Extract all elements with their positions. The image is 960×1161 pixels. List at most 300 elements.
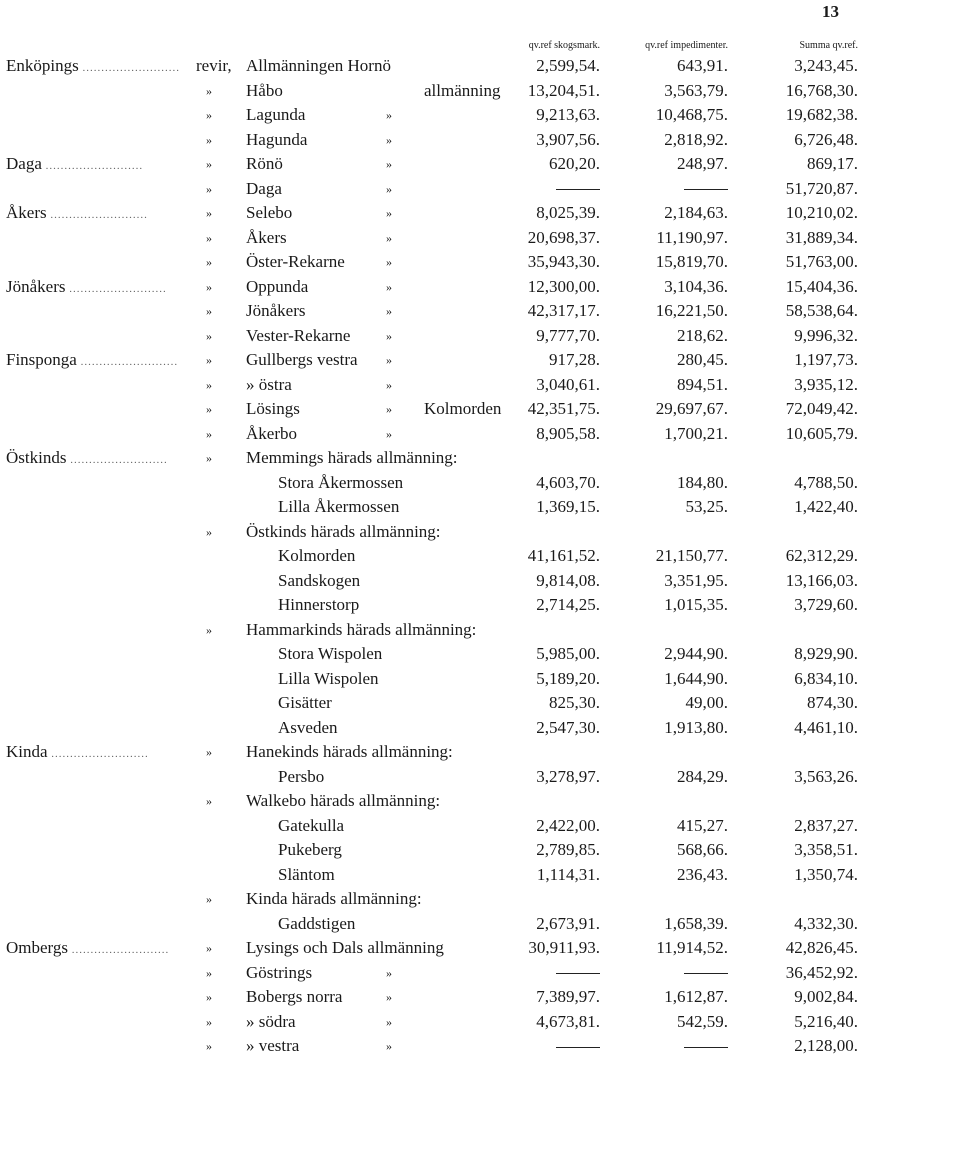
value-text: 62,312,29. [785, 546, 858, 565]
value-text: 4,461,10. [794, 717, 858, 737]
value-v1 [460, 397, 600, 422]
value-v1 [460, 324, 600, 349]
ledger-table [0, 54, 960, 1059]
table-row [0, 54, 960, 79]
value-v2 [620, 1034, 728, 1059]
value-text: 4,332,30. [794, 913, 858, 933]
ditto-mark: » [386, 304, 392, 318]
value-text: 236,43. [677, 864, 728, 884]
commons-name: Memmings härads allmänning: [246, 448, 458, 467]
value-text: 13,204,51. [527, 80, 600, 100]
ditto-mark: » [206, 279, 212, 294]
ditto-mark: » [206, 1039, 212, 1053]
value-text: 9,213,63. [536, 105, 600, 124]
place-label: Kolmorden [424, 399, 502, 418]
value-text: 894,51. [677, 374, 728, 394]
ditto-mark: » [386, 206, 392, 220]
ditto-mark: » [386, 279, 392, 294]
value-v2 [620, 936, 728, 961]
value-text: 6,834,10. [794, 668, 858, 688]
value-v2 [620, 103, 728, 128]
value-text: 53,25. [685, 497, 728, 516]
dash-mark [556, 973, 600, 974]
commons-name: Hammarkinds härads allmänning: [246, 619, 477, 639]
value-text: 20,698,37. [527, 227, 600, 247]
value-text: 4,788,50. [794, 472, 858, 492]
ditto-mark: » [206, 794, 212, 808]
value-v3 [740, 936, 858, 961]
value-v3 [740, 544, 858, 569]
table-row [0, 250, 960, 275]
value-text: 36,452,92. [785, 962, 858, 982]
ditto-mark: » [206, 451, 212, 465]
value-v1 [460, 912, 600, 937]
value-text: 917,28. [549, 350, 600, 369]
value-text: 4,603,70. [536, 472, 600, 492]
value-text: 49,00. [685, 693, 728, 712]
commons-name: Kinda härads allmänning: [246, 889, 422, 908]
value-v2 [620, 54, 728, 79]
value-v1 [460, 79, 600, 104]
commons-subpart: Kolmorden [278, 546, 356, 565]
value-text: 8,025,39. [536, 203, 600, 222]
value-v3 [740, 348, 858, 373]
value-text: 1,114,31. [536, 864, 600, 884]
value-v3 [740, 912, 858, 937]
value-text: 58,538,64. [785, 301, 858, 320]
table-row [0, 936, 960, 961]
value-text: 248,97. [677, 154, 728, 173]
table-row [0, 275, 960, 300]
value-text: 42,351,75. [527, 399, 600, 418]
value-v3 [740, 667, 858, 692]
value-text: 218,62. [677, 325, 728, 345]
value-v3 [740, 201, 858, 226]
table-row [0, 789, 960, 814]
ditto-mark: » [206, 524, 212, 539]
ditto-mark: » [206, 206, 212, 220]
table-row [0, 471, 960, 496]
value-v1 [460, 348, 600, 373]
value-text: 19,682,38. [785, 105, 858, 124]
value-v2 [620, 275, 728, 300]
commons-name: » östra [246, 374, 292, 394]
value-v1 [460, 667, 600, 692]
table-row [0, 912, 960, 937]
value-text: 16,768,30. [785, 80, 858, 100]
value-text: 2,944,90. [664, 644, 728, 663]
value-v3 [740, 985, 858, 1010]
value-text: 51,763,00. [785, 252, 858, 271]
value-text: 2,673,91. [536, 913, 600, 933]
commons-name: Bobergs norra [246, 987, 343, 1006]
ditto-mark: » [386, 328, 392, 343]
value-text: 8,905,58. [536, 423, 600, 443]
value-v2 [620, 226, 728, 251]
value-text: 1,913,80. [664, 717, 728, 737]
value-v3 [740, 152, 858, 177]
leader-dots: .......................... [66, 454, 168, 466]
value-v3 [740, 593, 858, 618]
value-text: 3,935,12. [794, 374, 858, 394]
value-v3 [740, 1034, 858, 1059]
commons-name: Gullbergs vestra [246, 350, 358, 369]
value-text: 51,720,87. [785, 178, 858, 198]
value-v1 [460, 299, 600, 324]
value-text: 9,814,08. [536, 570, 600, 590]
commons-subpart: Släntom [278, 864, 335, 884]
value-text: 3,351,95. [664, 570, 728, 590]
dash-mark [684, 1047, 728, 1048]
value-v3 [740, 103, 858, 128]
value-v1 [460, 1034, 600, 1059]
value-text: 874,30. [807, 693, 858, 712]
ditto-mark: » [206, 402, 212, 416]
value-text: 5,189,20. [536, 668, 600, 688]
value-text: 29,697,67. [655, 399, 728, 418]
commons-name: » vestra [246, 1036, 300, 1055]
table-row [0, 422, 960, 447]
ditto-mark: » [206, 304, 212, 318]
ditto-mark: » [206, 132, 212, 147]
value-v3 [740, 838, 858, 863]
ditto-mark: » [206, 377, 212, 392]
leader-dots: .......................... [41, 160, 144, 172]
ditto-mark: » [206, 353, 212, 367]
value-v1 [460, 691, 600, 716]
value-v3 [740, 128, 858, 153]
value-v1 [460, 985, 600, 1010]
value-text: 3,278,97. [536, 766, 600, 786]
value-text: 42,317,17. [527, 301, 600, 320]
value-text: 3,358,51. [794, 840, 858, 859]
value-text: 3,243,45. [794, 56, 858, 75]
value-v1 [460, 471, 600, 496]
table-row [0, 348, 960, 373]
value-v2 [620, 691, 728, 716]
value-v2 [620, 152, 728, 177]
ditto-mark: » [386, 181, 392, 196]
value-text: 41,161,52. [527, 546, 600, 565]
commons-name: Lösings [246, 399, 300, 418]
value-v2 [620, 569, 728, 594]
header-impedimenter: qv.ref impedimenter. [645, 40, 728, 51]
value-v3 [740, 373, 858, 398]
commons-subpart: Asveden [278, 717, 338, 737]
value-v3 [740, 569, 858, 594]
value-v1 [460, 1010, 600, 1035]
value-v2 [620, 912, 728, 937]
value-v2 [620, 1010, 728, 1035]
value-v2 [620, 397, 728, 422]
table-row [0, 1010, 960, 1035]
table-row [0, 961, 960, 986]
table-row [0, 740, 960, 765]
value-v1 [460, 593, 600, 618]
table-row [0, 691, 960, 716]
district-cell [6, 54, 194, 81]
commons-name: Daga [246, 178, 282, 198]
commons-name: Hagunda [246, 129, 308, 149]
value-text: 1,700,21. [664, 423, 728, 443]
district-name: Jönåkers [6, 276, 66, 296]
table-row [0, 569, 960, 594]
value-v1 [460, 373, 600, 398]
value-text: 1,658,39. [664, 913, 728, 933]
commons-name: Östkinds härads allmänning: [246, 521, 441, 541]
value-v1 [460, 103, 600, 128]
commons-name: Åkers [246, 227, 287, 247]
ditto-mark: » [206, 181, 212, 196]
ditto-mark: » [386, 965, 392, 980]
value-text: 11,914,52. [656, 938, 728, 957]
value-text: 31,889,34. [785, 227, 858, 247]
ditto-mark: » [206, 255, 212, 269]
value-text: 280,45. [677, 350, 728, 369]
commons-name: Håbo [246, 80, 283, 100]
value-v3 [740, 863, 858, 888]
table-row [0, 201, 960, 226]
value-text: 11,190,97. [656, 227, 728, 247]
value-v3 [740, 54, 858, 79]
value-text: 3,907,56. [536, 129, 600, 149]
ditto-mark: » [386, 353, 392, 367]
district-cell [6, 936, 194, 963]
value-text: 16,221,50. [655, 301, 728, 320]
table-row [0, 495, 960, 520]
ditto-mark: » [206, 108, 212, 122]
ditto-mark: » [386, 426, 392, 441]
district-name: Finsponga [6, 350, 77, 369]
value-v1 [460, 495, 600, 520]
value-v2 [620, 716, 728, 741]
value-v3 [740, 1010, 858, 1035]
value-v1 [460, 765, 600, 790]
district-cell [6, 348, 194, 375]
value-text: 3,563,26. [794, 766, 858, 786]
commons-name: Allmänningen Hornö [246, 56, 391, 75]
value-v1 [460, 152, 600, 177]
value-text: 9,777,70. [536, 325, 600, 345]
value-v2 [620, 422, 728, 447]
value-text: 12,300,00. [527, 276, 600, 296]
commons-name: Lagunda [246, 105, 306, 124]
table-row [0, 593, 960, 618]
commons-name: Jönåkers [246, 301, 306, 320]
commons-subpart: Stora Åkermossen [278, 472, 404, 492]
value-text: 869,17. [807, 154, 858, 173]
value-v1 [460, 275, 600, 300]
table-row [0, 177, 960, 202]
value-v3 [740, 471, 858, 496]
value-v1 [460, 936, 600, 961]
value-v2 [620, 324, 728, 349]
header-skogsmark: qv.ref skogsmark. [528, 40, 600, 51]
value-text: 1,350,74. [794, 864, 858, 884]
value-text: 13,166,03. [785, 570, 858, 590]
ditto-mark: » [386, 132, 392, 147]
table-row [0, 863, 960, 888]
value-text: 9,996,32. [794, 325, 858, 345]
value-text: 3,040,61. [536, 374, 600, 394]
value-text: 30,911,93. [528, 938, 600, 957]
value-v1 [460, 128, 600, 153]
value-text: 10,605,79. [785, 423, 858, 443]
value-v1 [460, 838, 600, 863]
commons-name: Lysings och Dals allmänning [246, 938, 444, 957]
value-text: 2,714,25. [536, 595, 600, 614]
leader-dots: .......................... [47, 748, 149, 760]
value-v2 [620, 201, 728, 226]
value-v2 [620, 495, 728, 520]
table-row [0, 446, 960, 471]
ditto-mark: » [386, 1014, 392, 1029]
place-label: allmänning [424, 80, 501, 100]
value-text: 10,210,02. [785, 203, 858, 222]
value-v3 [740, 275, 858, 300]
table-row [0, 618, 960, 643]
ditto-mark: » [386, 255, 392, 269]
ditto-mark: » [206, 157, 212, 171]
value-text: 2,789,85. [536, 840, 600, 859]
commons-name: Rönö [246, 154, 283, 173]
commons-subpart: Pukeberg [278, 840, 342, 859]
table-row [0, 103, 960, 128]
commons-subpart: Lilla Wispolen [278, 668, 379, 688]
value-v1 [460, 716, 600, 741]
table-row [0, 838, 960, 863]
value-text: 284,29. [677, 766, 728, 786]
value-v1 [460, 569, 600, 594]
ditto-mark: » [206, 230, 212, 245]
value-v3 [740, 765, 858, 790]
district-name: Daga [6, 154, 42, 173]
value-v1 [460, 863, 600, 888]
commons-name: » södra [246, 1011, 296, 1031]
value-text: 35,943,30. [527, 252, 600, 271]
revir-label: revir, [196, 56, 232, 75]
page-number: 13 [822, 2, 839, 21]
value-v2 [620, 814, 728, 839]
table-row [0, 1034, 960, 1059]
value-v1 [460, 422, 600, 447]
value-v3 [740, 397, 858, 422]
value-text: 2,837,27. [794, 815, 858, 835]
table-row [0, 520, 960, 545]
table-row [0, 324, 960, 349]
value-v3 [740, 226, 858, 251]
district-name: Åkers [6, 203, 47, 222]
value-text: 8,929,90. [794, 644, 858, 663]
value-text: 10,468,75. [655, 105, 728, 124]
value-v3 [740, 691, 858, 716]
value-v2 [620, 765, 728, 790]
value-text: 15,404,36. [785, 276, 858, 296]
leader-dots: .......................... [78, 62, 180, 74]
value-v2 [620, 373, 728, 398]
value-text: 2,818,92. [664, 129, 728, 149]
district-cell [6, 446, 194, 473]
ditto-mark: » [386, 377, 392, 392]
value-v1 [460, 642, 600, 667]
value-text: 2,547,30. [536, 717, 600, 737]
value-v3 [740, 642, 858, 667]
table-row [0, 716, 960, 741]
table-row [0, 985, 960, 1010]
dash-mark [556, 189, 600, 190]
ditto-mark: » [386, 230, 392, 245]
value-text: 72,049,42. [785, 399, 858, 418]
ditto-mark: » [206, 622, 212, 637]
value-text: 9,002,84. [794, 987, 858, 1006]
value-text: 42,826,45. [785, 938, 858, 957]
value-text: 3,729,60. [794, 595, 858, 614]
commons-subpart: Stora Wispolen [278, 644, 383, 663]
district-cell [6, 152, 194, 179]
value-v2 [620, 667, 728, 692]
value-v2 [620, 544, 728, 569]
value-v2 [620, 642, 728, 667]
value-v3 [740, 250, 858, 275]
ditto-mark: » [206, 1014, 212, 1029]
leader-dots: .......................... [76, 356, 179, 368]
value-v3 [740, 814, 858, 839]
district-cell [6, 201, 194, 228]
value-text: 542,59. [677, 1011, 728, 1031]
ditto-mark: » [386, 990, 392, 1004]
value-text: 620,20. [549, 154, 600, 173]
commons-name: Göstrings [246, 962, 313, 982]
value-v2 [620, 863, 728, 888]
ditto-mark: » [386, 157, 392, 171]
value-v2 [620, 299, 728, 324]
value-v2 [620, 348, 728, 373]
table-row [0, 887, 960, 912]
district-name: Ombergs [6, 938, 69, 957]
ditto-mark: » [206, 328, 212, 343]
value-text: 6,726,48. [794, 129, 858, 149]
value-v3 [740, 495, 858, 520]
value-text: 1,644,90. [664, 668, 728, 688]
commons-name: Selebo [246, 203, 293, 222]
value-v2 [620, 79, 728, 104]
value-text: 2,599,54. [536, 56, 600, 75]
district-name: Kinda [6, 742, 48, 761]
value-text: 643,91. [677, 56, 728, 75]
commons-name: Öster-Rekarne [246, 252, 345, 271]
value-text: 1,369,15. [536, 497, 600, 516]
ditto-mark: » [206, 83, 212, 98]
value-text: 1,015,35. [664, 595, 728, 614]
commons-subpart: Lilla Åkermossen [278, 497, 400, 516]
ditto-mark: » [206, 745, 212, 759]
commons-subpart: Sandskogen [278, 570, 361, 590]
commons-subpart: Persbo [278, 766, 325, 786]
value-text: 7,389,97. [536, 987, 600, 1006]
commons-subpart: Gaddstigen [278, 913, 356, 933]
table-row [0, 814, 960, 839]
table-row [0, 667, 960, 692]
table-row [0, 765, 960, 790]
value-v3 [740, 177, 858, 202]
commons-subpart: Gisätter [278, 693, 332, 712]
ditto-mark: » [386, 108, 392, 122]
ditto-mark: » [206, 426, 212, 441]
value-v2 [620, 128, 728, 153]
district-name: Östkinds [6, 448, 67, 467]
value-text: 21,150,77. [655, 546, 728, 565]
value-v3 [740, 324, 858, 349]
